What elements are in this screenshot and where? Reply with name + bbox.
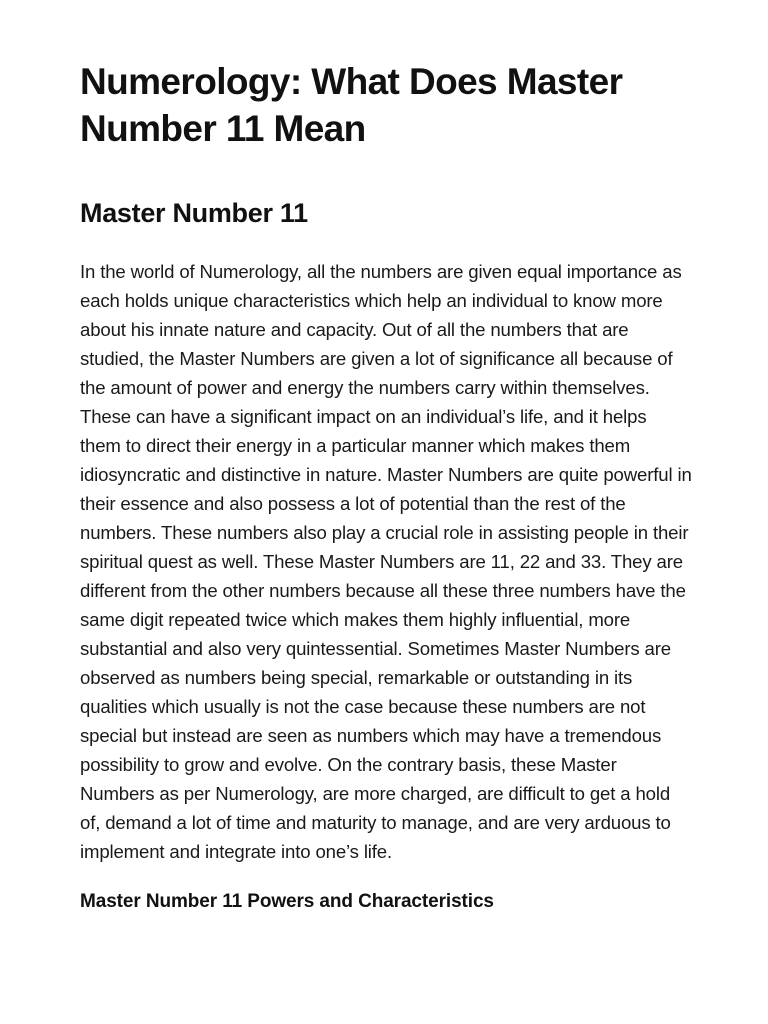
article — [80, 58, 692, 915]
section-heading: Master Number 11 Powers and Characteristics — [80, 891, 494, 912]
page-title: Numerology: What Does Master Number 11 Mean — [80, 61, 623, 149]
article-subtitle: Master Number 11 — [80, 198, 308, 228]
intro-paragraph: In the world of Numerology, all the numbers are given equal importance as each holds unique characteristics which help an individual to know more about his innate nature and capacity. Out of all the numbers that are studied, the Master Numbers are given a lot of significance all because of the amount of power and energy the numbers carry within themselves. These can have a significant impact on an individual’s life, and it helps them to direct their energy in a particular manner which makes them idiosyncratic and distinctive in nature. Master Numbers are quite powerful in their essence and also possess a lot of potential than the rest of the numbers. These numbers also play a crucial role in assisting people in their spiritual quest as well. These Master Numbers are 11, 22 and 33. They are different from the other numbers because all these three numbers have the same digit repeated twice which makes them highly influential, more substantial and also very quintessential. Sometimes Master Numbers are observed as numbers being special, remarkable or outstanding in its qualities which usually is not the case because these numbers are not special but instead are seen as numbers which may have a tremendous possibility to grow and evolve. On the contrary basis, these Master Numbers as per Numerology, are more charged, are difficult to get a hold of, demand a lot of time and maturity to manage, and are very arduous to implement and integrate into one’s life. — [80, 261, 692, 862]
